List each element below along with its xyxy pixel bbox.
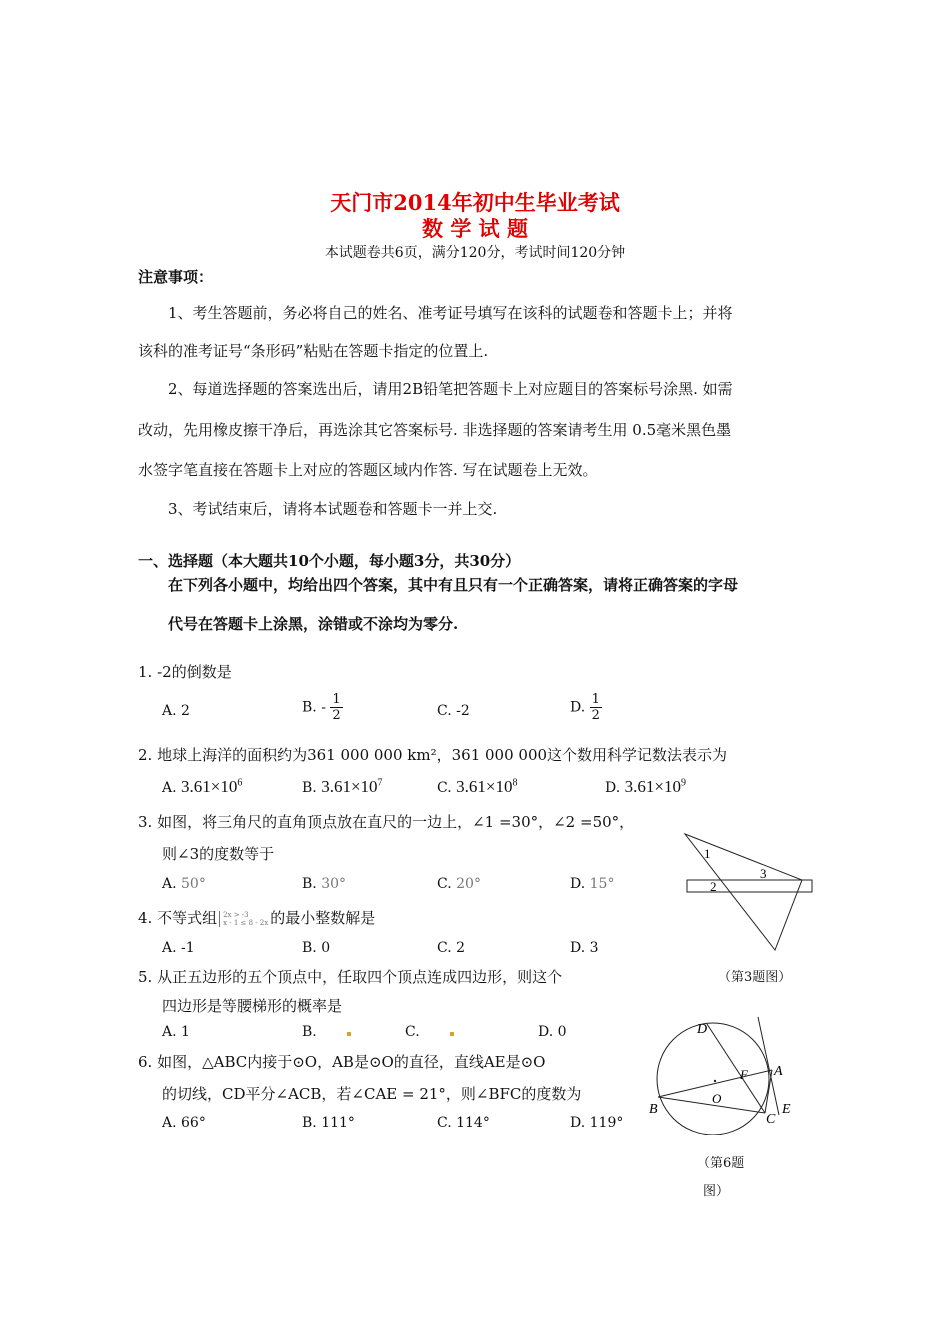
q1-option-a: A. 2 [162,703,190,719]
exam-subtitle: 数 学 试 题 [422,216,528,241]
q5-option-d: D. 0 [538,1024,567,1040]
q6-figure [645,1015,805,1135]
q1-b-numerator: 1 [332,692,341,707]
q3-option-a [162,876,206,892]
q2-b-value [321,777,382,796]
q3-angle2-label: 2 [710,879,717,894]
section1-instr-line1: 在下列各小题中，均给出四个答案，其中有且只有一个正确答案，请将正确答案的字母 [168,576,739,594]
q2-a-label: A. [162,780,177,796]
q2-a-exp: 6 [237,777,243,789]
q3-angle3-label: 3 [760,866,767,881]
q4-stem-prefix: 4. 不等式组 [138,909,218,927]
q2-c-value [456,777,517,796]
q2-d-value [625,777,686,796]
q3-d-label: D. [570,876,586,892]
q1-d-denominator: 2 [591,708,600,723]
q2-stem: 2. 地球上海洋的面积约为361 000 000 km²，361 000 000这个数用科学记数法表示为 [138,746,728,764]
q6-option-b: B. 111° [302,1115,355,1131]
q5-option-b [302,1024,351,1040]
q3-c-label: C. [437,876,452,892]
q2-option-b [302,777,383,797]
q5-c-label: C. [405,1024,420,1040]
q2-option-c [437,777,517,797]
q6-point-A: A [774,1064,783,1079]
q1-option-c: C. -2 [437,703,470,719]
q3-option-c [437,876,481,892]
q2-option-a [162,777,242,797]
q6-point-O: O [712,1091,722,1106]
q3-a-value: 50° [181,876,206,892]
q1-option-b [302,692,343,723]
q1-stem: 1. -2的倒数是 [138,663,232,681]
q5-c-faint-mark [450,1032,454,1036]
q6-stem-line1: 6. 如图，△ABC内接于⊙O，AB是⊙O的直径，直线AE是⊙O [138,1053,546,1071]
q2-b-exp: 7 [377,777,383,789]
notice-item2-line2: 改动，先用橡皮擦干净后，再选涂其它答案标号. 非选择题的答案请考生用 0.5毫米黑色墨 [138,421,732,439]
q2-b-label: B. [302,780,317,796]
q6-point-F: F [740,1067,748,1082]
q5-b-label: B. [302,1024,317,1040]
q1-option-b-fraction [330,692,342,723]
section1-instr-line2: 代号在答题卡上涂黑，涂错或不涂均为零分. [168,615,459,633]
q2-c-label: C. [437,780,452,796]
q3-option-d [570,876,614,892]
notice-item2-line3: 水签字笔直接在答题卡上对应的答题区域内作答. 写在试题卷上无效。 [138,461,598,479]
q6-center-point [714,1080,716,1082]
q2-d-base: 3.61×10 [624,777,681,796]
q6-point-E: E [782,1102,791,1117]
q5-stem-line2: 四边形是等腰梯形的概率是 [162,997,343,1015]
q4-option-a: A. -1 [162,940,195,956]
q5-b-faint-mark [347,1032,351,1036]
q3-b-value: 30° [321,876,347,892]
q3-a-label: A. [162,876,177,892]
q2-a-value [181,777,242,796]
q4-inequality-system [219,911,268,927]
exam-title: 天门市2014年初中生毕业考试 [330,190,620,215]
q4-option-b: B. 0 [302,940,331,956]
q6-point-B: B [649,1102,658,1117]
q6-caption-line1: （第6题 [697,1156,745,1171]
q4-ineq-1: 2x > -3 [223,911,249,919]
q3-stem-line2: 则∠3的度数等于 [162,845,275,863]
q1-d-numerator: 1 [591,692,600,707]
q3-d-value: 15° [589,876,615,892]
q6-point-D: D [697,1022,708,1037]
q6-stem-line2: 的切线，CD平分∠ACB，若∠CAE = 21°，则∠BFC的度数为 [162,1085,582,1103]
q3-option-b [302,876,346,892]
q1-option-d-fraction [590,692,602,723]
q5-option-a: A. 1 [162,1024,190,1040]
q6-option-d: D. 119° [570,1115,624,1131]
q3-stem-line1: 3. 如图，将三角尺的直角顶点放在直尺的一边上，∠1 =30°，∠2 =50°， [138,813,635,831]
q4-ineq-2: x - 1 ≤ 8 - 2x [223,919,269,927]
q5-option-c [405,1024,454,1040]
q2-d-exp: 9 [680,777,686,789]
q4-stem [138,907,375,928]
q1-b-denominator: 2 [332,708,341,723]
notice-item1-line1: 1、考生答题前，务必将自己的姓名、准考证号填写在该科的试题卷和答题卡上；并将 [168,304,733,322]
q6-option-c: C. 114° [437,1115,490,1131]
q4-option-c: C. 2 [437,940,466,956]
q2-b-base: 3.61×10 [321,777,378,796]
q2-c-exp: 8 [512,777,518,789]
q6-circle [657,1023,769,1135]
q1-option-b-prefix: B. - [302,699,326,716]
q1-option-d [570,692,602,723]
notice-item2-line1: 2、每道选择题的答案选出后，请用2B铅笔把答题卡上对应题目的答案标号涂黑. 如需 [168,380,733,398]
q2-d-label: D. [605,780,621,796]
q3-b-label: B. [302,876,317,892]
q6-caption-line2: 图） [703,1184,730,1199]
q2-option-d [605,777,686,797]
notice-item3: 3、考试结束后，请将本试题卷和答题卡一并上交. [168,500,498,518]
notice-item1-line2: 该科的准考证号“条形码”粘贴在答题卡指定的位置上. [138,342,489,360]
q5-stem-line1: 5. 从正五边形的五个顶点中，任取四个顶点连成四边形，则这个 [138,968,563,986]
q2-a-base: 3.61×10 [181,777,238,796]
notice-heading: 注意事项： [138,268,214,286]
q1-option-d-prefix: D. [570,699,586,716]
section1-heading: 一、选择题（本大题共10个小题，每小题3分，共30分） [138,552,521,570]
q4-stem-suffix: 的最小整数解是 [270,909,376,927]
q3-caption: （第3题图） [718,970,792,985]
q3-figure [680,828,820,958]
q6-option-a: A. 66° [162,1115,206,1131]
q4-option-d: D. 3 [570,940,599,956]
q3-ruler [687,880,812,892]
q3-c-value: 20° [456,876,481,892]
q2-c-base: 3.61×10 [456,777,513,796]
q3-angle1-label: 1 [704,846,711,861]
exam-info: 本试题卷共6页，满分120分，考试时间120分钟 [324,245,626,261]
q6-point-C: C [766,1112,776,1127]
